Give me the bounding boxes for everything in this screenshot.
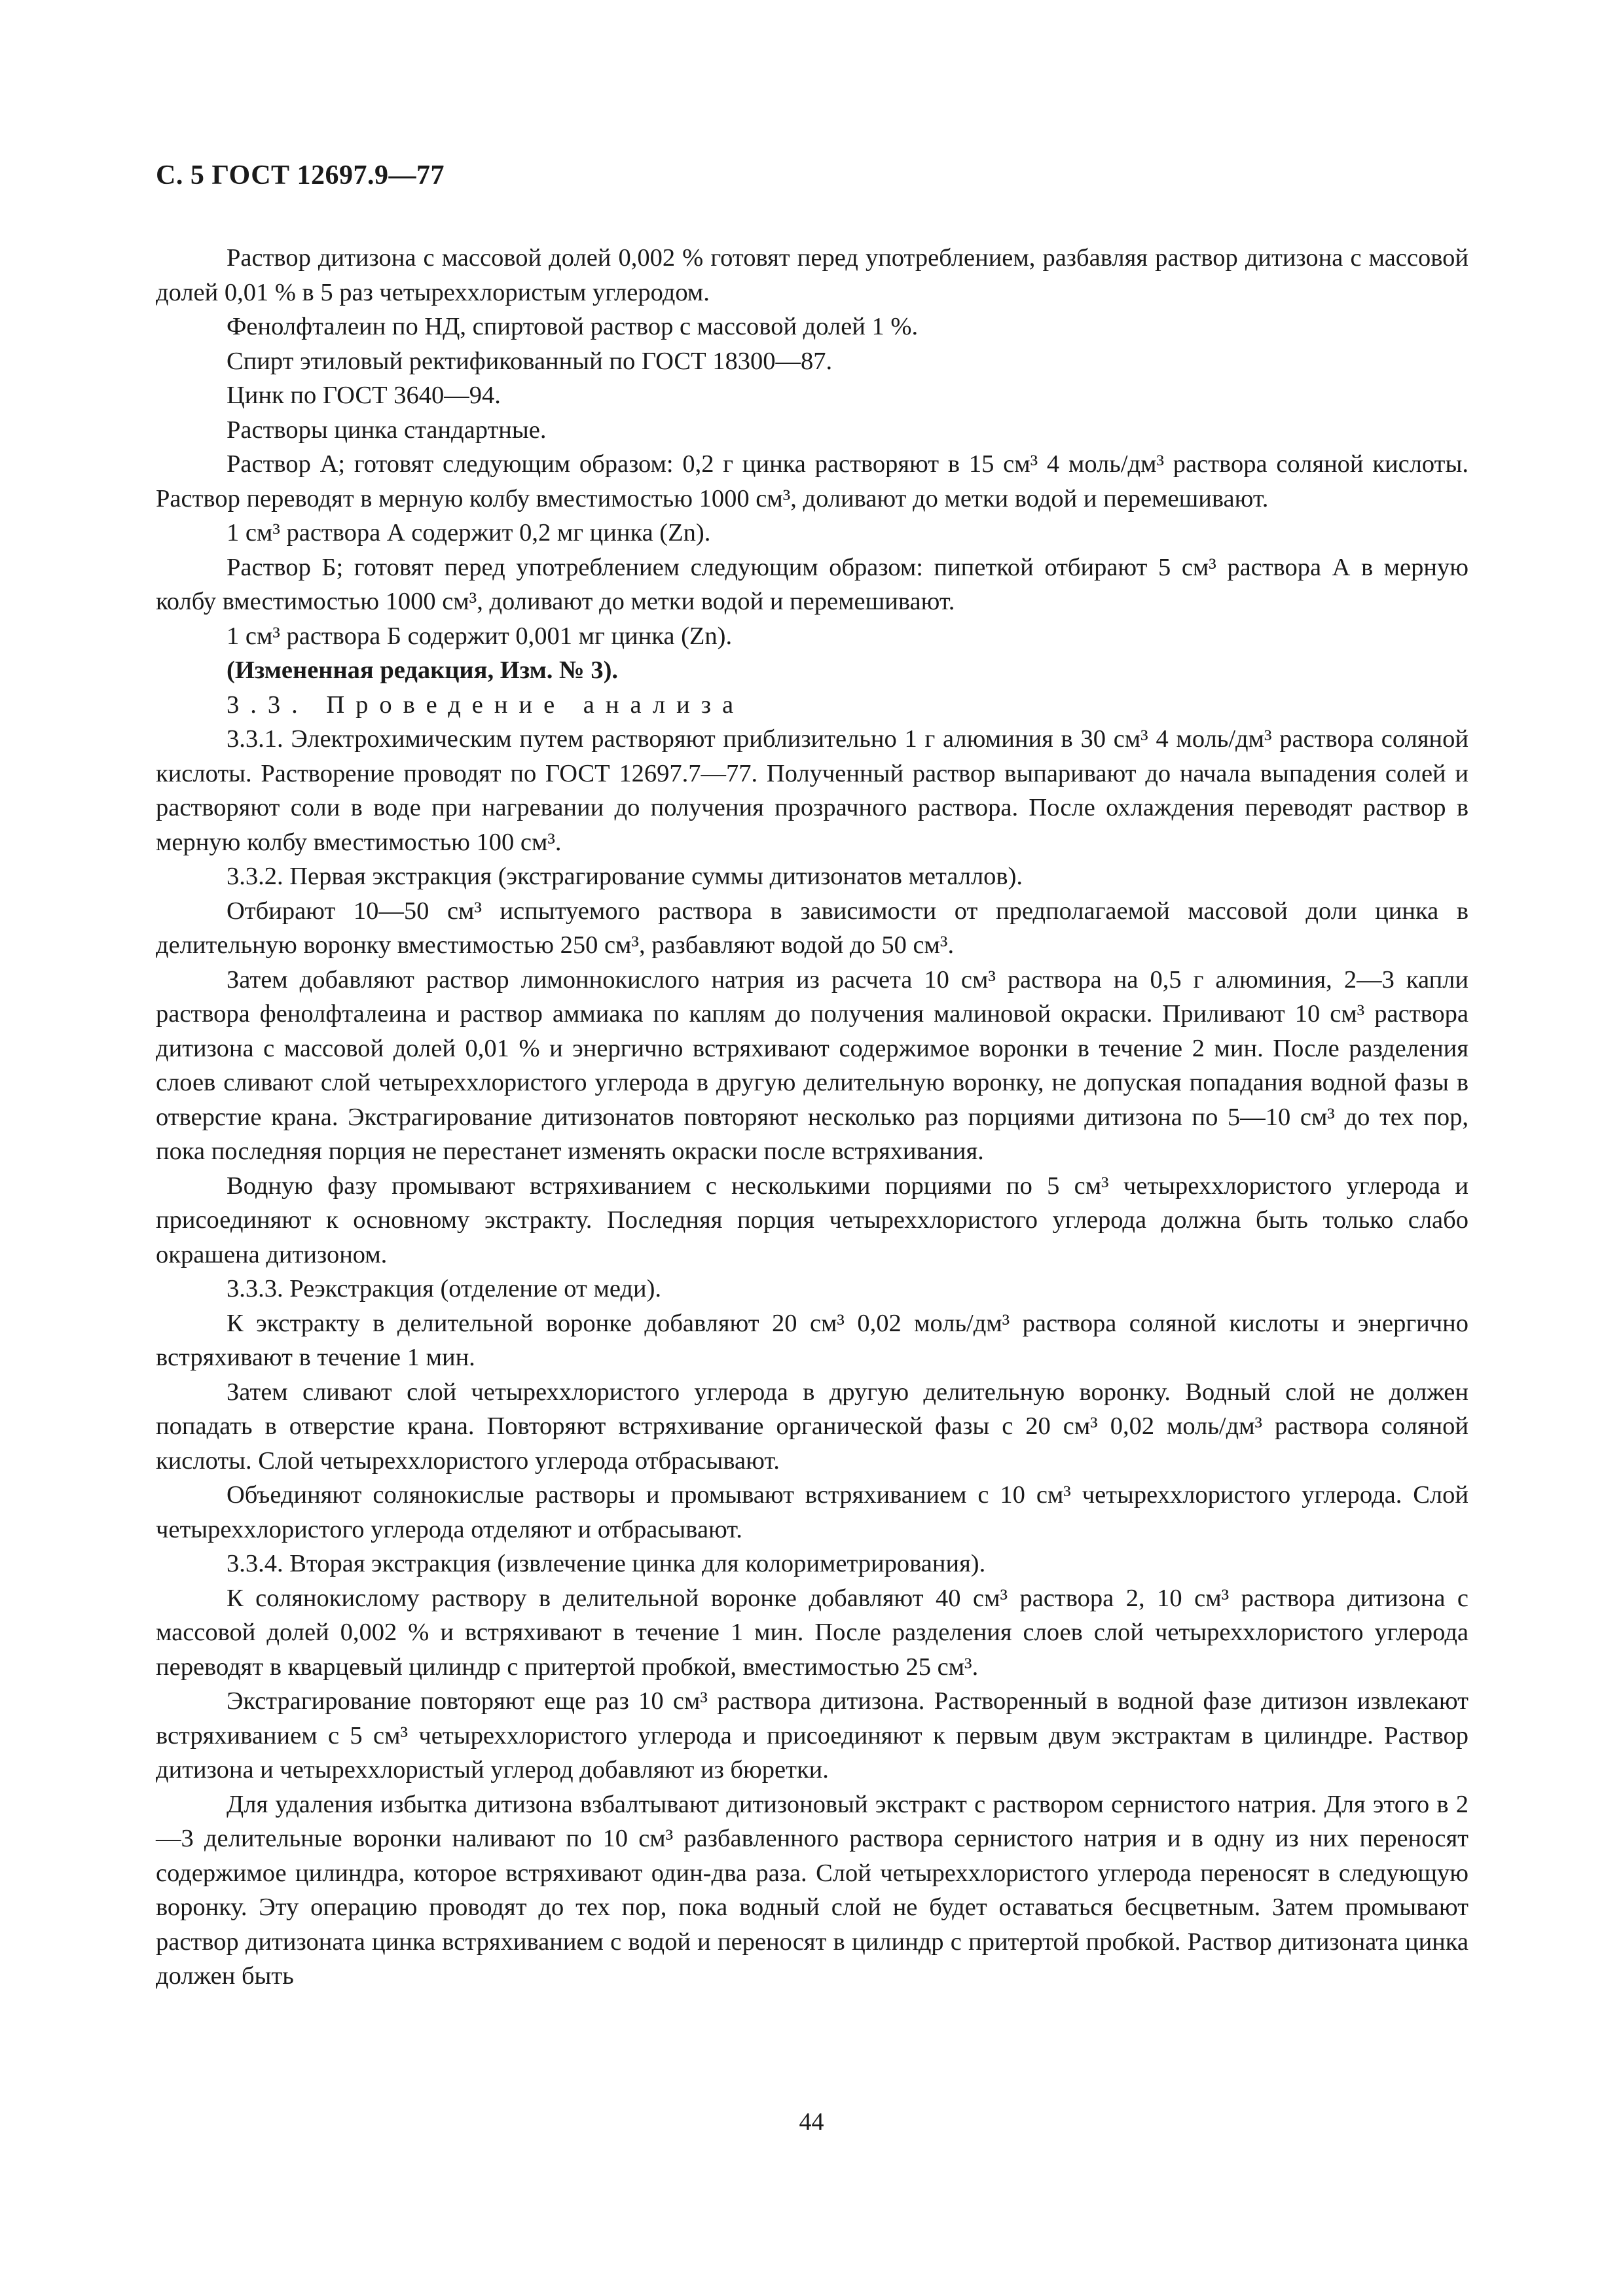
paragraph: Экстрагирование повторяют еще раз 10 см³ раствора дитизона. Растворенный в водной фазе дитизон извлекают встряхиванием с 5 см³ четыреххлористого углерода и присоединяют к первым двум экстрактам в цилиндре. Раствор дитизона и четыреххлористый углерод добавляют из бюретки.: [156, 1687, 1468, 1784]
paragraph: Раствор Б; готовят перед употреблением следующим образом: пипеткой отбирают 5 см³ раствора А в мерную колбу вместимостью 1000 см³, доливают до метки водой и перемешивают.: [156, 553, 1468, 615]
document-body: [156, 241, 1468, 1994]
paragraph: 1 см³ раствора Б содержит 0,001 мг цинка (Zn).: [227, 622, 733, 650]
paragraph: К солянокислому раствору в делительной воронке добавляют 40 см³ раствора 2, 10 см³ раствора дитизона с массовой долей 0,002 % и встряхивают в течение 1 мин. После разделения слоев слой четыреххлористого углерода переводят в кварцевый цилиндр с притертой пробкой, вместимостью 25 см³.: [156, 1584, 1468, 1681]
paragraph: Для удаления избытка дитизона взбалтывают дитизоновый экстракт с раствором сернистого натрия. Для этого в 2—3 делительные воронки наливают по 10 см³ разбавленного раствора сернистого натрия и в одну из них переносят содержимое цилиндра, которое встряхивают один-два раза. Слой четыреххлористого углерода переносят в следующую воронку. Эту операцию проводят до тех пор, пока водный слой не будет оставаться бесцветным. Затем промывают раствор дитизоната цинка встряхиванием с водой и переносят в цилиндр с притертой пробкой. Раствор дитизоната цинка должен быть: [156, 1790, 1468, 1990]
paragraph: Объединяют солянокислые растворы и промывают встряхиванием с 10 см³ четыреххлористого углерода. Слой четыреххлористого углерода отделяют и отбрасывают.: [156, 1481, 1468, 1543]
paragraph: Затем добавляют раствор лимоннокислого натрия из расчета 10 см³ раствора на 0,5 г алюминия, 2—3 капли раствора фенолфталеина и раствор аммиака по каплям до получения малиновой окраски. Приливают 10 см³ раствора дитизона с массовой долей 0,01 % и энергично встряхивают содержимое воронки в течение 2 мин. После разделения слоев сливают слой четыреххлористого углерода в другую делительную воронку, не допуская попадания водной фазы в отверстие крана. Экстрагирование дитизонатов повторяют несколько раз порциями дитизона по 5—10 см³ до тех пор, пока последняя порция не перестанет изменять окраски после встряхивания.: [156, 965, 1468, 1165]
paragraph: 1 см³ раствора А содержит 0,2 мг цинка (Zn).: [227, 519, 711, 547]
section-heading: 3.3. Проведение анализа: [227, 691, 745, 719]
paragraph: Раствор А; готовят следующим образом: 0,2 г цинка растворяют в 15 см³ 4 моль/дм³ раствора соляной кислоты. Раствор переводят в мерную колбу вместимостью 1000 см³, доливают до метки водой и перемешивают.: [156, 450, 1468, 512]
paragraph: 3.3.1. Электрохимическим путем растворяют приблизительно 1 г алюминия в 30 см³ 4 моль/дм³ раствора соляной кислоты. Растворение проводят по ГОСТ 12697.7—77. Полученный раствор выпаривают до начала выпадения солей и растворяют соли в воде при нагревании до получения прозрачного раствора. После охлаждения переводят раствор в мерную колбу вместимостью 100 см³.: [156, 725, 1468, 856]
paragraph: К экстракту в делительной воронке добавляют 20 см³ 0,02 моль/дм³ раствора соляной кислоты и энергично встряхивают в течение 1 мин.: [156, 1309, 1468, 1371]
paragraph: 3.3.2. Первая экстракция (экстрагирование суммы дитизонатов металлов).: [227, 863, 1023, 890]
paragraph: Раствор дитизона с массовой долей 0,002 % готовят перед употреблением, разбавляя раствор дитизона с массовой долей 0,01 % в 5 раз четыреххлористым углеродом.: [156, 244, 1468, 306]
paragraph: Спирт этиловый ректификованный по ГОСТ 18300—87.: [227, 347, 833, 375]
page-header: С. 5 ГОСТ 12697.9—77: [156, 160, 445, 190]
revision-note: (Измененная редакция, Изм. № 3).: [227, 656, 619, 684]
paragraph: Цинк по ГОСТ 3640—94.: [227, 382, 501, 409]
page-number: 44: [799, 2108, 824, 2136]
paragraph: Отбирают 10—50 см³ испытуемого раствора в зависимости от предполагаемой массовой доли цинка в делительную воронку вместимостью 250 см³, разбавляют водой до 50 см³.: [156, 897, 1468, 959]
paragraph: Фенолфталеин по НД, спиртовой раствор с массовой долей 1 %.: [227, 313, 919, 340]
paragraph: 3.3.3. Реэкстракция (отделение от меди).: [227, 1275, 662, 1302]
paragraph: 3.3.4. Вторая экстракция (извлечение цинка для колориметрирования).: [227, 1550, 986, 1577]
paragraph: Водную фазу промывают встряхиванием с несколькими порциями по 5 см³ четыреххлористого углерода и присоединяют к основному экстракту. Последняя порция четыреххлористого углерода должна быть только слабо окрашена дитизоном.: [156, 1172, 1468, 1268]
paragraph: Затем сливают слой четыреххлористого углерода в другую делительную воронку. Водный слой не должен попадать в отверстие крана. Повторяют встряхивание органической фазы с 20 см³ 0,02 моль/дм³ раствора соляной кислоты. Слой четыреххлористого углерода отбрасывают.: [156, 1378, 1468, 1475]
paragraph: Растворы цинка стандартные.: [227, 416, 547, 444]
